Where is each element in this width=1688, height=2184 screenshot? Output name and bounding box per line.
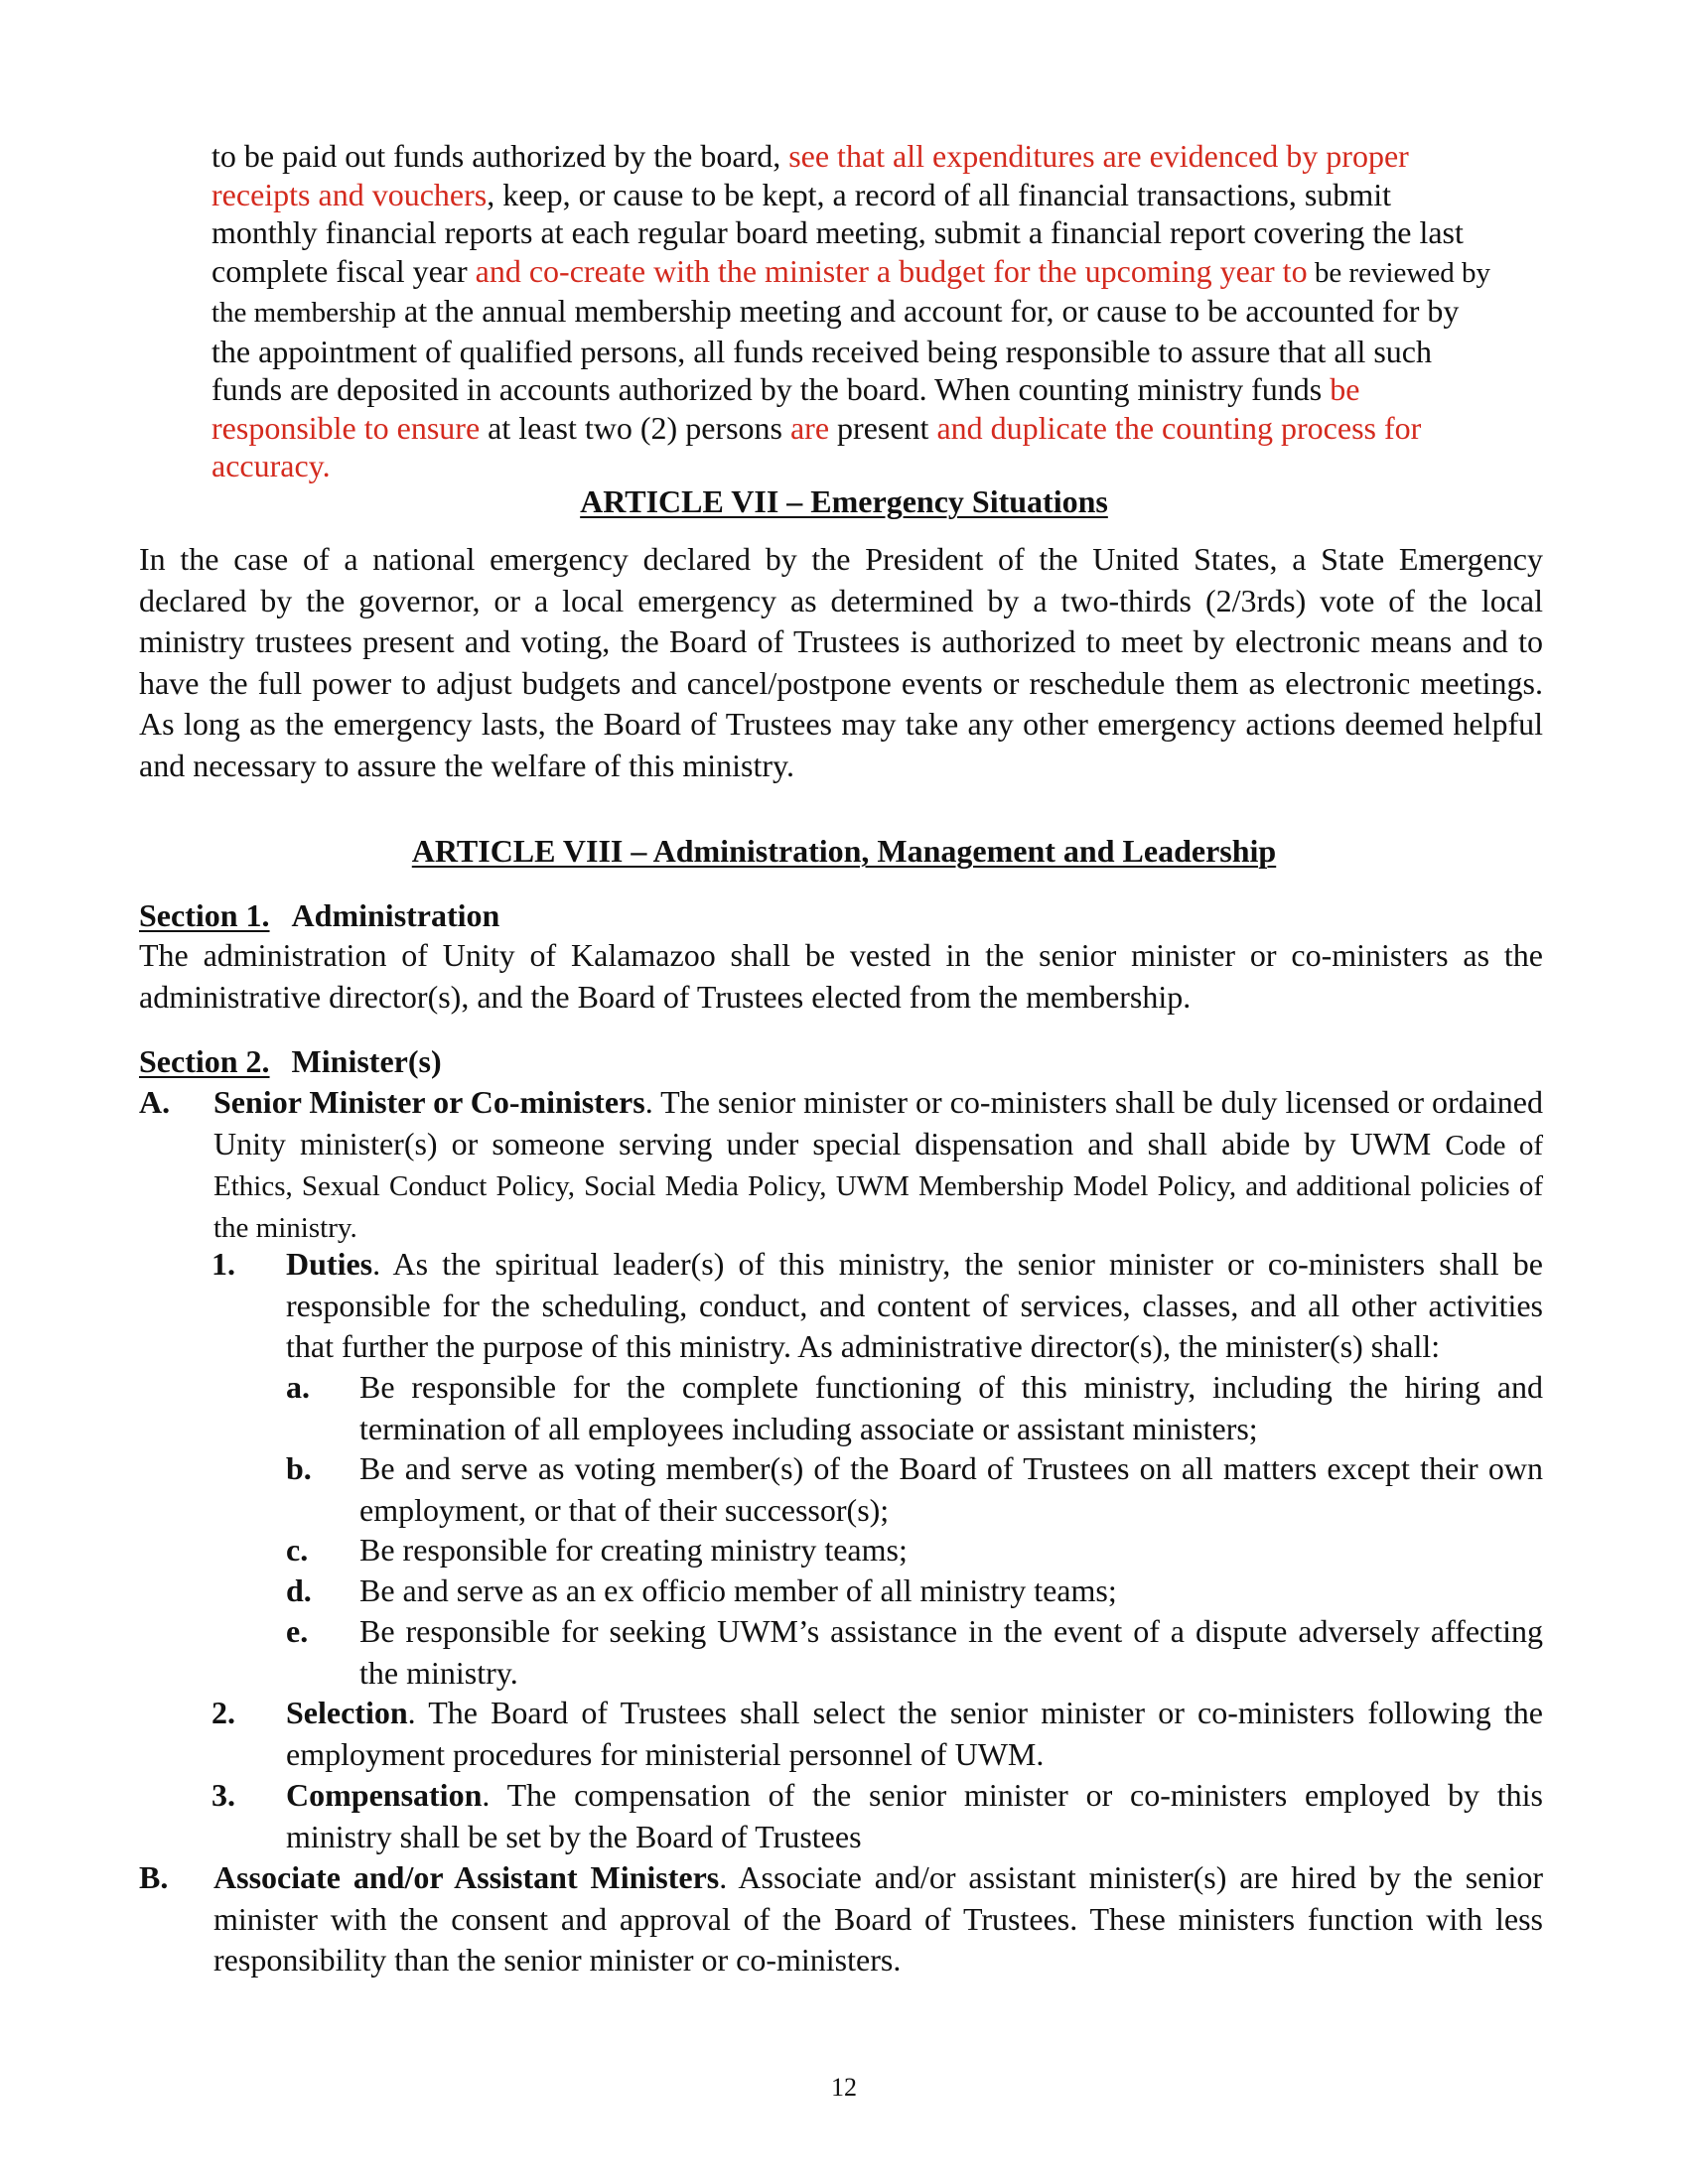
duties-title: Duties — [286, 1246, 373, 1282]
continuation-line — [211, 447, 1555, 485]
body-text: at least two (2) persons — [480, 409, 790, 446]
duties-text: . As the spiritual leader(s) of this ministry, the senior minister or co-ministers shall be responsible for the scheduling, conduct, and content of services, classes, and all other activities that further the purpose of this ministry. As administrative director(s), the minister(s) shall: — [286, 1246, 1543, 1364]
item-b-title: Associate and/or Assistant Ministers — [213, 1859, 720, 1895]
section-1-title: Administration — [291, 897, 500, 933]
section-1-paragraph: The administration of Unity of Kalamazoo shall be vested in the senior minister or co-ministers as the administrative director(s), and the Board of Trustees elected from the membership. — [139, 937, 1543, 1015]
body-text: funds are deposited in accounts authorized by the board. When counting ministry funds — [211, 371, 1331, 407]
body-text: present — [829, 409, 937, 446]
continuation-line — [211, 370, 1555, 409]
duty-item-d — [286, 1570, 1543, 1612]
section-2-title: Minister(s) — [291, 1043, 442, 1079]
duty-a-marker: a. — [286, 1369, 310, 1405]
duty-e-marker: e. — [286, 1613, 309, 1649]
duties-item — [211, 1244, 1543, 1368]
duty-item-c — [286, 1530, 1543, 1571]
revision-text: and co-create with the minister a budget for the upcoming year to — [475, 252, 1308, 289]
continuation-line — [211, 213, 1555, 252]
duty-item-b — [286, 1448, 1543, 1531]
continuation-line — [211, 137, 1555, 176]
duty-b-marker: b. — [286, 1450, 312, 1486]
compensation-marker: 3. — [211, 1777, 235, 1813]
compensation-title: Compensation — [286, 1777, 483, 1813]
continuation-line — [211, 292, 1555, 333]
body-text: to be paid out funds authorized by the board, — [211, 138, 789, 174]
body-text: at the annual membership meeting and account for, or cause to be accounted for by — [396, 293, 1460, 329]
selection-marker: 2. — [211, 1695, 235, 1730]
duty-item-a — [286, 1367, 1543, 1449]
body-text: be reviewed by — [1307, 256, 1490, 289]
continuation-line — [211, 176, 1555, 214]
duty-a-text: Be responsible for the complete functioning of this ministry, including the hiring and termination of all employees including associate or assistant ministers; — [359, 1369, 1543, 1446]
body-text: the membership — [211, 297, 397, 329]
body-text: , keep, or cause to be kept, a record of all financial transactions, submit — [487, 176, 1391, 212]
item-b-text: . Associate and/or assistant minister(s) are hired by the senior minister with the consent and approval of the Board of Trustees. These ministers function with less responsibility than the senior minister or co-ministers. — [213, 1859, 1544, 1978]
body-text: monthly financial reports at each regular board meeting, submit a financial report covering the last — [211, 214, 1464, 250]
duty-d-marker: d. — [286, 1572, 312, 1608]
article-7-heading: ARTICLE VII – Emergency Situations — [580, 483, 1108, 519]
article-8-heading: ARTICLE VIII – Administration, Management and Leadership — [411, 833, 1277, 869]
continuation-line — [211, 409, 1555, 448]
item-a-text-small: Code of Ethics, Sexual Conduct Policy, Social Media Policy, UWM Membership Model Policy, and additional policies of the ministry. — [213, 1129, 1544, 1244]
item-a-text: . The senior minister or co-ministers shall be duly licensed or ordained Unity minister(s) or someone serving under special dispensation and shall abide by UWM — [213, 1084, 1544, 1161]
body-text: complete fiscal year — [211, 252, 476, 289]
continuation-line — [211, 252, 1555, 293]
section-2-number: Section 2. — [139, 1043, 270, 1079]
item-a-marker: A. — [139, 1084, 171, 1120]
item-a-senior-minister — [139, 1082, 1543, 1247]
selection-text: . The Board of Trustees shall select the senior minister or co-ministers following the employment procedures for ministerial personnel of UWM. — [286, 1695, 1543, 1772]
duty-c-marker: c. — [286, 1532, 309, 1568]
duty-d-text: Be and serve as an ex officio member of all ministry teams; — [359, 1572, 1117, 1608]
page-number: 12 — [831, 2073, 857, 2102]
revision-text: receipts and vouchers — [211, 176, 488, 212]
revision-text: and duplicate the counting process for — [936, 409, 1422, 446]
duty-e-text: Be responsible for seeking UWM’s assistance in the event of a dispute adversely affecting the ministry. — [359, 1613, 1543, 1691]
revision-text: are — [789, 409, 830, 446]
treasurer-duties-continuation — [211, 137, 1555, 485]
continuation-line — [211, 333, 1555, 371]
item-b-marker: B. — [139, 1859, 169, 1895]
item-a-title: Senior Minister or Co-ministers — [213, 1084, 645, 1120]
compensation-text: . The compensation of the senior minister or co-ministers employed by this ministry shall be set by the Board of Trustees — [286, 1777, 1543, 1854]
revision-text: responsible to ensure — [211, 409, 481, 446]
duty-item-e — [286, 1611, 1543, 1694]
section-1-number: Section 1. — [139, 897, 270, 933]
compensation-item — [211, 1775, 1543, 1857]
duty-b-text: Be and serve as voting member(s) of the Board of Trustees on all matters except their own employment, or that of their successor(s); — [359, 1450, 1543, 1528]
body-text: the appointment of qualified persons, all funds received being responsible to assure that all such — [211, 333, 1432, 369]
section-2-heading — [139, 1041, 442, 1081]
duties-marker: 1. — [211, 1246, 235, 1282]
section-1-heading — [139, 895, 499, 935]
selection-item — [211, 1693, 1543, 1775]
revision-text: see that all expenditures are evidenced by proper — [788, 138, 1409, 174]
item-b-associate-ministers — [139, 1857, 1543, 1981]
selection-title: Selection — [286, 1695, 408, 1730]
article-7-paragraph: In the case of a national emergency declared by the President of the United States, a State Emergency declared by the governor, or a local emergency as determined by a two-thirds (2/3rds) vote of the local ministry trustees present and voting, the Board of Trustees is authorized to meet by electronic means and to have the full power to adjust budgets and cancel/postpone events or reschedule them as electronic meetings. As long as the emergency lasts, the Board of Trustees may take any other emergency actions deemed helpful and necessary to assure the welfare of this ministry. — [139, 541, 1543, 783]
revision-text: accuracy. — [211, 448, 331, 483]
duty-c-text: Be responsible for creating ministry teams; — [359, 1532, 908, 1568]
revision-text: be — [1330, 371, 1360, 407]
